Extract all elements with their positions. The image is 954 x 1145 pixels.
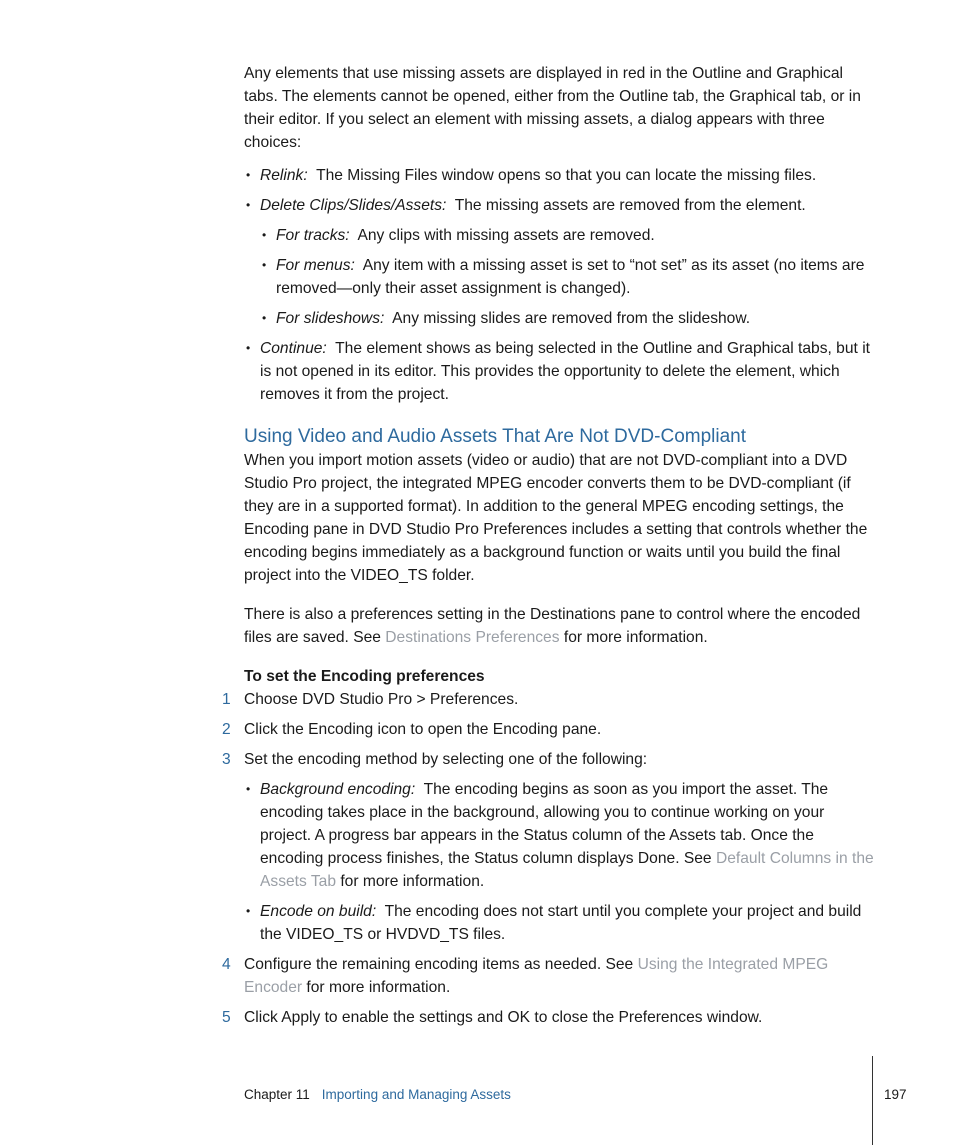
option-background-term: Background encoding: (260, 781, 416, 798)
choice-tracks-term: For tracks: (276, 227, 350, 244)
encoding-options (244, 778, 876, 946)
section-paragraph-2-before: There is also a preferences setting in the Destinations pane to control where the encoded files are saved. See (244, 606, 861, 646)
footer-divider (872, 1056, 873, 1145)
intro-paragraph: Any elements that use missing assets are displayed in red in the Outline and Graphical tabs. The elements cannot be opened, either from the Outline tab, the Graphical tab, or in their editor. If you select an element with missing assets, a dialog appears with three choices: (244, 65, 861, 151)
choice-relink-text: The Missing Files window opens so that you can locate the missing files. (316, 167, 817, 184)
section-paragraph-2-after: for more information. (559, 629, 708, 646)
choice-menus-text: Any item with a missing asset is set to “not set” as its asset (no items are removed—only their asset assignment is changed). (276, 257, 865, 297)
option-encode-on-build (244, 900, 876, 946)
choice-menus (260, 254, 876, 300)
step-1 (222, 688, 876, 711)
choice-tracks (260, 224, 876, 247)
step-number: 2 (222, 721, 231, 738)
step-4 (222, 953, 876, 999)
choice-slideshows-text: Any missing slides are removed from the slideshow. (392, 310, 751, 327)
choice-continue-text: The element shows as being selected in the Outline and Graphical tabs, but it is not opened in its editor. This provides the opportunity to delete the element, which removes it from the project. (260, 340, 870, 403)
page-footer (244, 1085, 511, 1105)
choice-relink (244, 164, 876, 187)
step-3 (222, 748, 876, 946)
section-heading: Using Video and Audio Assets That Are Not DVD-Compliant (244, 426, 747, 447)
choice-slideshows-term: For slideshows: (276, 310, 385, 327)
default-columns-link[interactable]: Default Columns in the Assets Tab (260, 850, 874, 890)
step-5 (222, 1006, 876, 1029)
option-on-build-term: Encode on build: (260, 903, 377, 920)
choice-menus-term: For menus: (276, 257, 355, 274)
destinations-preferences-link[interactable]: Destinations Preferences (385, 629, 560, 646)
section-paragraph-1: When you import motion assets (video or audio) that are not DVD-compliant into a DVD Studio Pro project, the integrated MPEG encoder converts them to be DVD-compliant (if they are in a supported format). In addition to the general MPEG encoding settings, the Encoding pane in DVD Studio Pro Preferences includes a setting that controls whether the encoding begins immediately as a background function or waits until you build the final project into the VIDEO_TS folder. (244, 452, 868, 584)
option-background-encoding (244, 778, 876, 893)
choice-continue-term: Continue: (260, 340, 327, 357)
option-background-after: for more information. (336, 873, 485, 890)
task-title: To set the Encoding preferences (244, 668, 485, 685)
step-number: 1 (222, 691, 231, 708)
choice-delete-text: The missing assets are removed from the element. (454, 197, 806, 214)
option-on-build-text: The encoding does not start until you complete your project and build the VIDEO_TS or HVDVD_TS files. (260, 903, 862, 943)
choice-tracks-text: Any clips with missing assets are removed. (357, 227, 655, 244)
choice-delete-term: Delete Clips/Slides/Assets: (260, 197, 447, 214)
step-2 (222, 718, 876, 741)
option-background-text: The encoding begins as soon as you import the asset. The encoding takes place in the background, allowing you to continue working on your project. A progress bar appears in the Status column of the Assets tab. Once the encoding process finishes, the Status column displays Done. See (260, 781, 829, 867)
step-text: Click the Encoding icon to open the Encoding pane. (244, 721, 602, 738)
step-text: Configure the remaining encoding items as needed. See (244, 956, 638, 973)
step-text: Choose DVD Studio Pro > Preferences. (244, 691, 519, 708)
choice-continue (244, 337, 876, 406)
step-text: Set the encoding method by selecting one of the following: (244, 751, 648, 768)
step-number: 3 (222, 751, 231, 768)
step-number: 5 (222, 1009, 231, 1026)
page-number: 197 (884, 1087, 907, 1102)
integrated-mpeg-encoder-link[interactable]: Using the Integrated MPEG Encoder (244, 956, 829, 996)
page-content (222, 62, 876, 1036)
step-text: Click Apply to enable the settings and OK to close the Preferences window. (244, 1009, 763, 1026)
section-paragraph-2 (244, 603, 876, 649)
choice-delete (244, 194, 876, 217)
step-number: 4 (222, 956, 231, 973)
choice-slideshows (260, 307, 876, 330)
footer-chapter-title[interactable]: Importing and Managing Assets (321, 1087, 511, 1102)
choice-relink-term: Relink: (260, 167, 308, 184)
step-text-after: for more information. (302, 979, 451, 996)
footer-chapter: Chapter 11 (244, 1087, 310, 1102)
